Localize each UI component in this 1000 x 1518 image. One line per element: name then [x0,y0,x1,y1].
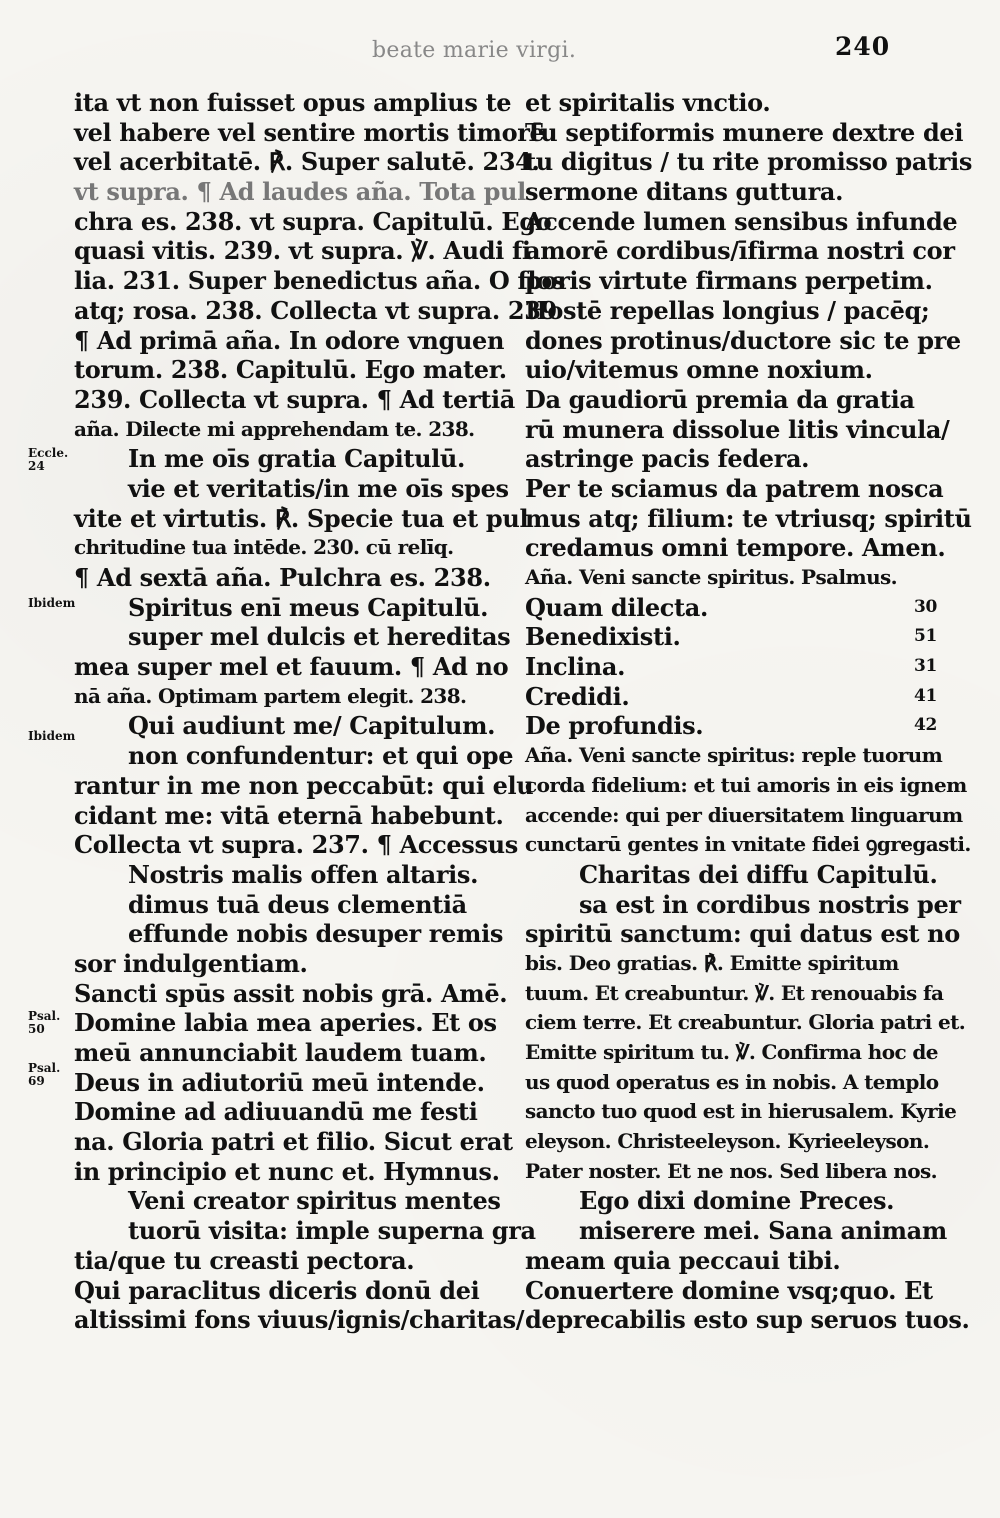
text-line: credamus omni tempore. Amen. [525,533,946,563]
text-line: rantur in me non peccabūt: qui elu [74,770,534,800]
text-line: Conuertere domine vsq;quo. Et [525,1275,933,1305]
text-line: Spiritus enī meus Capitulū. [128,592,489,622]
text-line: non confundentur: et qui ope [128,741,514,771]
text-line: in principio et nunc et. Hymnus. [74,1156,500,1186]
psalm-title: Inclina. [525,652,626,682]
psalm-number: 42 [914,715,937,736]
text-line: vel acerbitatē. ℟. Super salutē. 234. [74,147,540,177]
text-line: tuorū visita: imple superna gra [128,1216,536,1246]
text-line: sa est in cordibus nostris per [579,889,961,919]
text-line: chra es. 238. vt supra. Capitulū. Ego [74,206,552,236]
text-line: spiritū sanctum: qui datus est no [525,919,960,949]
text-line: dones protinus/ductore sic te pre [525,325,961,355]
marginal-note: Psal. 50 [28,1009,61,1036]
psalm-line [525,622,945,652]
text-line: vite et virtutis. ℟. Specie tua et pul [74,503,529,533]
text-line: ¶ Ad primā aña. In odore vnguen [74,325,505,355]
text-line: Emitte spiritum tu. ℣. Confirma hoc de [525,1040,938,1064]
text-line: Accende lumen sensibus infunde [525,206,958,236]
psalm-line [525,711,945,741]
right-column [525,88,972,1335]
text-line: ita vt non fuisset opus amplius te [74,88,512,117]
text-line: ciem terre. Et creabuntur. Gloria patri et. [525,1010,966,1035]
text-line: tu digitus / tu rite promisso patris [525,147,972,177]
text-line: vt supra. ¶ Ad laudes aña. Tota pul [74,177,526,207]
psalm-title: Quam dilecta. [525,592,708,622]
text-line: Veni creator spiritus mentes [128,1186,501,1216]
text-line: vie et veritatis/in me oīs spes [128,473,509,503]
text-line: tuum. Et creabuntur. ℣. Et renouabis fa [525,980,944,1005]
marginal-note: Ibidem [28,729,76,743]
text-line: Deus in adiutoriū meū intende. [74,1067,485,1097]
text-line: mus atq; filium: te vtriusq; spiritū [525,503,972,533]
text-line: Ego dixi domine Preces. [579,1186,895,1216]
marginal-note: Eccle. 24 [28,446,69,473]
psalm-title: Credidi. [525,681,630,711]
text-line: us quod operatus es in nobis. A templo [525,1069,939,1094]
psalm-number: 31 [914,656,937,677]
text-line: torum. 238. Capitulū. Ego mater. [74,355,507,385]
text-line: mea super mel et fauum. ¶ Ad no [74,652,509,682]
text-line: rū munera dissolue litis vincula/ [525,414,950,444]
text-line: Pater noster. Et ne nos. Sed libera nos. [525,1158,937,1183]
marginal-note: Psal. 69 [28,1061,61,1088]
text-line: Domine ad adiuuandū me festi [74,1097,478,1127]
text-line: Aña. Veni sancte spiritus: reple tuorum [525,743,943,768]
text-line: effunde nobis desuper remis [128,919,503,949]
psalm-number: 30 [914,596,937,617]
text-line: miserere mei. Sana animam [579,1216,947,1246]
text-line: poris virtute firmans perpetim. [525,266,933,296]
text-line: corda fidelium: et tui amoris in eis ignem [525,772,967,797]
text-line: tia/que tu creasti pectora. [74,1245,415,1275]
text-line: Hostē repellas longius / pacēq; [525,295,930,325]
psalm-line [525,652,945,682]
text-line: cunctarū gentes in vnitate fidei ꝯgregasti. [525,832,971,857]
marginal-note: Ibidem [28,596,76,610]
text-line: chritudine tua intēde. 230. cū relīq. [74,535,454,560]
left-column [74,88,566,1335]
text-line: Domine labia mea aperies. Et os [74,1008,497,1038]
psalm-line [525,593,945,623]
text-line: Collecta vt supra. 237. ¶ Accessus [74,830,518,860]
text-line: amorē cordibus/īfirma nostri cor [525,236,955,266]
page-number: 240 [835,32,891,61]
text-line: Charitas dei diffu Capitulū. [579,859,938,889]
psalm-line [525,682,945,712]
text-line: eleyson. Christeeleyson. Kyrieeleyson. [525,1129,930,1154]
text-line: Nostris malis offen altaris. [128,859,479,889]
text-line: accende: qui per diuersitatem linguarum [525,802,963,827]
text-line: na. Gloria patri et filio. Sicut erat [74,1127,513,1157]
text-line: 239. Collecta vt supra. ¶ Ad tertiā [74,384,515,414]
psalm-title: De profundis. [525,711,704,741]
text-line: atq; rosa. 238. Collecta vt supra. 239 [74,295,557,325]
text-line: ¶ Ad sextā aña. Pulchra es. 238. [74,563,491,592]
text-line: Da gaudiorū premia da gratia [525,384,915,414]
text-line: et spiritalis vnctio. [525,88,771,117]
psalm-number: 51 [914,626,937,647]
text-line: Per te sciamus da patrem nosca [525,473,944,503]
text-line: Qui paraclitus diceris donū dei [74,1275,480,1305]
text-line: In me oīs gratia Capitulū. [128,444,466,474]
text-line: altissimi fons viuus/ignis/charitas/ [74,1305,525,1335]
text-line: bis. Deo gratias. ℟. Emitte spiritum [525,950,899,975]
text-line: Qui audiunt me/ Capitulum. [128,711,496,741]
text-line: meū annunciabit laudem tuam. [74,1038,487,1067]
running-header: beate marie virgi. [372,38,577,63]
text-line: nā aña. Optimam partem elegit. 238. [74,683,467,708]
text-line: lia. 231. Super benedictus aña. O flos [74,266,566,296]
text-line: sor indulgentiam. [74,948,308,978]
text-line: sancto tuo quod est in hierusalem. Kyrie [525,1099,957,1124]
text-line: meam quia peccaui tibi. [525,1245,841,1275]
text-line: uio/vitemus omne noxium. [525,355,873,385]
psalm-number: 41 [914,685,937,706]
text-line: quasi vitis. 239. vt supra. ℣. Audi fi [74,236,531,266]
text-line: vel habere vel sentire mortis timorē [74,117,545,147]
psalm-title: Benedixisti. [525,622,681,652]
text-line: aña. Dilecte mi apprehendam te. 238. [74,416,475,441]
text-line: sermone ditans guttura. [525,177,844,207]
text-line: super mel dulcis et hereditas [128,622,511,652]
text-line: dimus tuā deus clementiā [128,889,467,919]
text-line: Tu septiformis munere dextre dei [525,117,964,147]
text-line: Aña. Veni sancte spiritus. Psalmus. [525,565,898,589]
text-line: deprecabilis esto sup seruos tuos. [525,1305,970,1335]
text-line: astringe pacis federa. [525,444,810,474]
text-line: cidant me: vitā eternā habebunt. [74,800,504,830]
text-line: Sancti spūs assit nobis grā. Amē. [74,978,508,1008]
